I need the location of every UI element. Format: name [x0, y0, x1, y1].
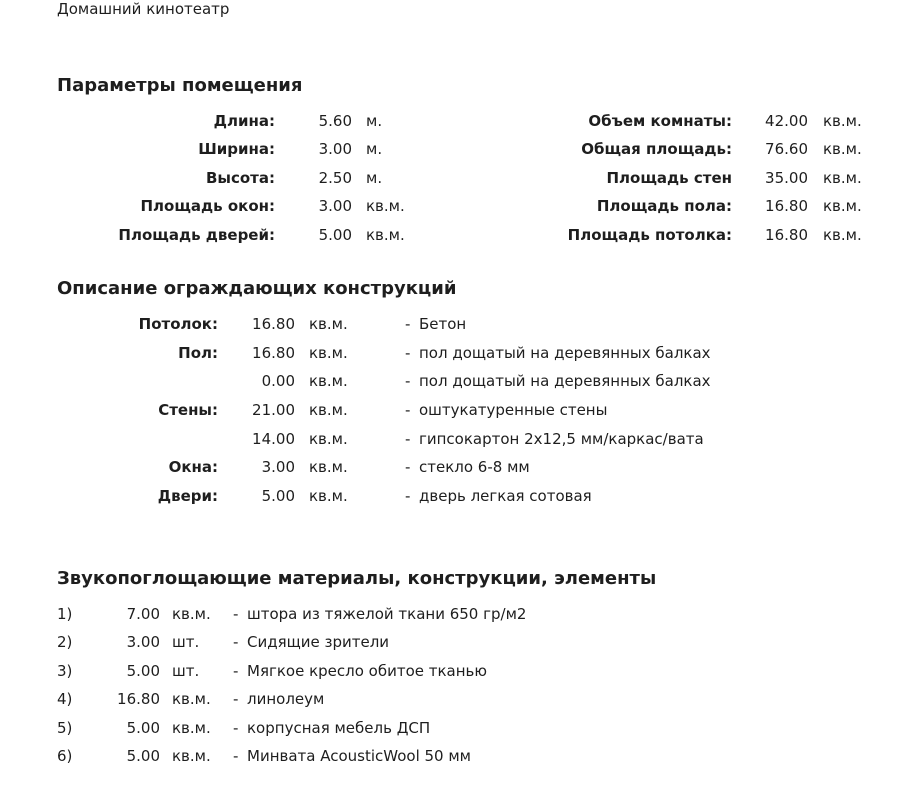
absorber-number: 6): [57, 747, 73, 765]
absorber-value: 7.00: [126, 605, 160, 623]
room-length-label: Длина:: [213, 112, 275, 130]
floor-area-label: Площадь пола:: [596, 197, 732, 215]
room-width-value: 3.00: [318, 140, 352, 158]
structure-unit: кв.м.: [309, 401, 348, 419]
door-area-value: 5.00: [318, 226, 352, 244]
window-area-value: 3.00: [318, 197, 352, 215]
room-length-unit: м.: [366, 112, 383, 130]
structure-label: Потолок:: [138, 315, 218, 333]
absorber-unit: кв.м.: [172, 719, 211, 737]
document-title: Домашний кинотеатр: [57, 0, 230, 18]
structure-description: Бетон: [419, 315, 467, 333]
absorber-dash: -: [233, 633, 239, 651]
room-height-value: 2.50: [318, 169, 352, 187]
absorber-value: 3.00: [126, 633, 160, 651]
window-area-label: Площадь окон:: [140, 197, 275, 215]
structure-unit: кв.м.: [309, 344, 348, 362]
absorber-dash: -: [233, 747, 239, 765]
structure-unit: кв.м.: [309, 458, 348, 476]
absorber-number: 2): [57, 633, 73, 651]
door-area-label: Площадь дверей:: [118, 226, 275, 244]
room-length-value: 5.60: [318, 112, 352, 130]
absorber-number: 4): [57, 690, 73, 708]
wall-area-value: 35.00: [765, 169, 808, 187]
absorber-description: линолеум: [247, 690, 325, 708]
floor-area-value: 16.80: [765, 197, 808, 215]
room-volume-value: 42.00: [765, 112, 808, 130]
structure-value: 14.00: [252, 430, 295, 448]
room-volume-label: Объем комнаты:: [588, 112, 732, 130]
total-area-value: 76.60: [765, 140, 808, 158]
absorber-dash: -: [233, 719, 239, 737]
structure-label: Окна:: [168, 458, 218, 476]
structure-unit: кв.м.: [309, 315, 348, 333]
total-area-label: Общая площадь:: [581, 140, 732, 158]
structure-dash: -: [405, 372, 411, 390]
structure-dash: -: [405, 458, 411, 476]
absorber-description: Сидящие зрители: [247, 633, 390, 651]
wall-area-label: Площадь стен: [606, 169, 732, 187]
room-parameters-heading: Параметры помещения: [57, 75, 303, 96]
structure-dash: -: [405, 315, 411, 333]
structure-description: пол дощатый на деревянных балках: [419, 372, 711, 390]
structure-value: 0.00: [261, 372, 295, 390]
structure-dash: -: [405, 344, 411, 362]
absorbers-heading: Звукопоглощающие материалы, конструкции, элементы: [57, 568, 657, 589]
room-height-unit: м.: [366, 169, 383, 187]
absorber-description: Мягкое кресло обитое тканью: [247, 662, 488, 680]
absorber-number: 3): [57, 662, 73, 680]
absorber-unit: шт.: [172, 662, 200, 680]
structure-label: Пол:: [178, 344, 218, 362]
absorber-unit: кв.м.: [172, 747, 211, 765]
ceiling-area-label: Площадь потолка:: [567, 226, 732, 244]
total-area-unit: кв.м.: [823, 140, 862, 158]
room-volume-unit: кв.м.: [823, 112, 862, 130]
door-area-unit: кв.м.: [366, 226, 405, 244]
structure-value: 16.80: [252, 315, 295, 333]
structures-heading: Описание ограждающих конструкций: [57, 278, 457, 299]
structure-dash: -: [405, 401, 411, 419]
structure-label: Двери:: [157, 487, 218, 505]
structure-label: Стены:: [158, 401, 218, 419]
absorber-description: штора из тяжелой ткани 650 гр/м2: [247, 605, 527, 623]
structure-description: гипсокартон 2х12,5 мм/каркас/вата: [419, 430, 704, 448]
structure-dash: -: [405, 430, 411, 448]
structure-description: оштукатуренные стены: [419, 401, 608, 419]
absorber-value: 5.00: [126, 747, 160, 765]
structure-value: 3.00: [261, 458, 295, 476]
ceiling-area-value: 16.80: [765, 226, 808, 244]
absorber-value: 5.00: [126, 719, 160, 737]
absorber-dash: -: [233, 690, 239, 708]
absorber-value: 16.80: [117, 690, 160, 708]
structure-value: 5.00: [261, 487, 295, 505]
ceiling-area-unit: кв.м.: [823, 226, 862, 244]
absorber-description: Минвата AcousticWool 50 мм: [247, 747, 471, 765]
absorber-description: корпусная мебель ДСП: [247, 719, 431, 737]
absorber-unit: кв.м.: [172, 690, 211, 708]
window-area-unit: кв.м.: [366, 197, 405, 215]
structure-unit: кв.м.: [309, 430, 348, 448]
structure-value: 16.80: [252, 344, 295, 362]
absorber-unit: кв.м.: [172, 605, 211, 623]
absorber-unit: шт.: [172, 633, 200, 651]
absorber-dash: -: [233, 662, 239, 680]
structure-description: стекло 6-8 мм: [419, 458, 530, 476]
wall-area-unit: кв.м.: [823, 169, 862, 187]
room-width-unit: м.: [366, 140, 383, 158]
structure-value: 21.00: [252, 401, 295, 419]
absorber-number: 5): [57, 719, 73, 737]
room-height-label: Высота:: [205, 169, 275, 187]
structure-unit: кв.м.: [309, 372, 348, 390]
absorber-value: 5.00: [126, 662, 160, 680]
structure-description: дверь легкая сотовая: [419, 487, 592, 505]
absorber-number: 1): [57, 605, 73, 623]
structure-unit: кв.м.: [309, 487, 348, 505]
structure-dash: -: [405, 487, 411, 505]
absorber-dash: -: [233, 605, 239, 623]
structure-description: пол дощатый на деревянных балках: [419, 344, 711, 362]
floor-area-unit: кв.м.: [823, 197, 862, 215]
room-width-label: Ширина:: [198, 140, 275, 158]
